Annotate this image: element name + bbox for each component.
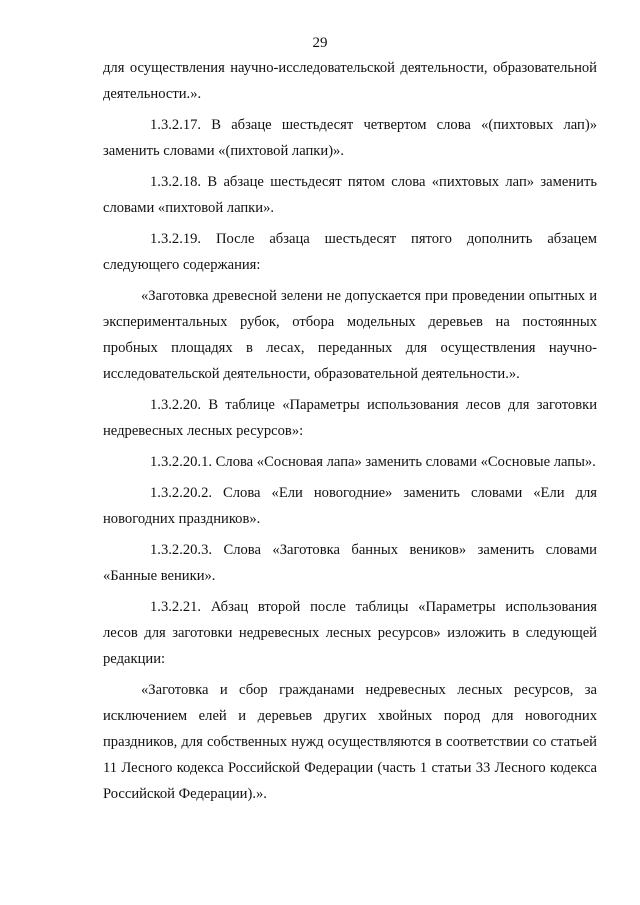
quoted-paragraph-2: «Заготовка и сбор гражданами недревесных лесных ресурсов, за исключением елей и деревьев других хвойных пород для новогодних праздников, для собственных нужд осуществляются в соответствии со статьей 11 Лесного кодекса Российской Федерации (часть 1 статьи 33 Лесного кодекса Российской Федерации).». xyxy=(103,682,597,802)
paragraph-1-3-2-18: 1.3.2.18. В абзаце шестьдесят пятом слова «пихтовых лап» заменить словами «пихтовой лапки». xyxy=(103,174,597,216)
paragraph-1-3-2-20-3: 1.3.2.20.3. Слова «Заготовка банных веников» заменить словами «Банные веники». xyxy=(103,542,597,584)
quoted-paragraph-1: «Заготовка древесной зелени не допускается при проведении опытных и экспериментальных рубок, отбора модельных деревьев на постоянных пробных площадях в лесах, переданных для осуществления научно-исследовательской деятельности, образовательной деятельности.». xyxy=(103,288,597,382)
paragraph-continuation: для осуществления научно-исследовательской деятельности, образовательной деятельности.». xyxy=(103,60,597,102)
paragraph-1-3-2-19: 1.3.2.19. После абзаца шестьдесят пятого дополнить абзацем следующего содержания: xyxy=(103,231,597,273)
document-body xyxy=(103,55,597,812)
paragraph-1-3-2-20-1: 1.3.2.20.1. Слова «Сосновая лапа» заменить словами «Сосновые лапы». xyxy=(150,454,596,470)
paragraph-1-3-2-17: 1.3.2.17. В абзаце шестьдесят четвертом слова «(пихтовых лап)» заменить словами «(пихтовой лапки)». xyxy=(103,117,597,159)
paragraph-1-3-2-20-2: 1.3.2.20.2. Слова «Ели новогодние» заменить словами «Ели для новогодних праздников». xyxy=(103,485,597,527)
paragraph-1-3-2-20: 1.3.2.20. В таблице «Параметры использования лесов для заготовки недревесных лесных ресурсов»: xyxy=(103,397,597,439)
page-number: 29 xyxy=(312,35,328,51)
paragraph-1-3-2-21: 1.3.2.21. Абзац второй после таблицы «Параметры использования лесов для заготовки недревесных лесных ресурсов» изложить в следующей редакции: xyxy=(103,599,597,667)
